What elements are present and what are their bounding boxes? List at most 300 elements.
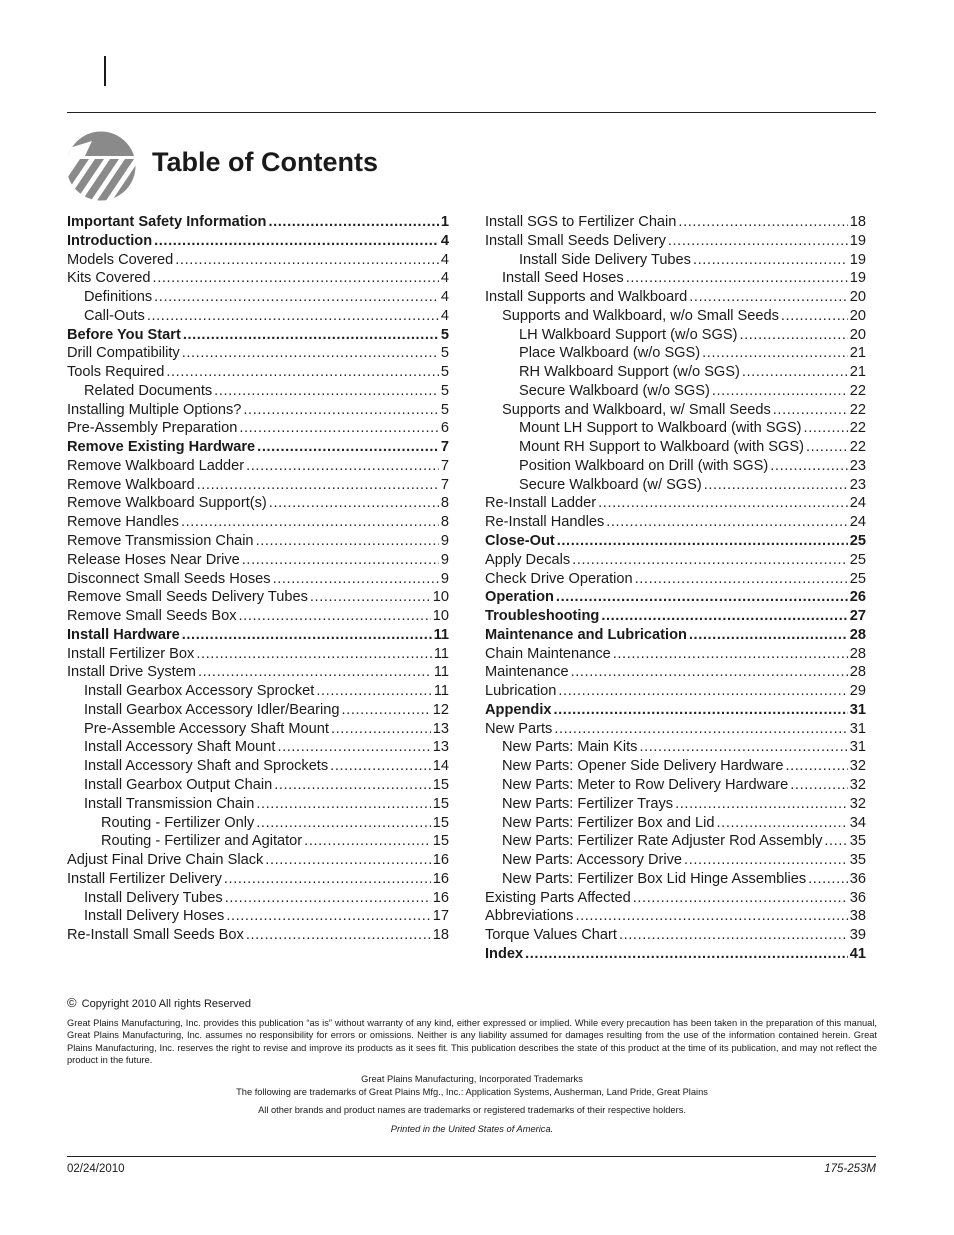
- toc-leader-dots: [781, 307, 848, 326]
- toc-entry[interactable]: [67, 682, 449, 701]
- toc-entry[interactable]: [485, 926, 866, 945]
- toc-entry-page: 13: [432, 739, 449, 756]
- toc-entry-label: Maintenance: [485, 664, 569, 681]
- toc-entry-label: New Parts: Main Kits: [502, 739, 638, 756]
- toc-entry-label: Routing - Fertilizer and Agitator: [101, 833, 303, 850]
- toc-entry[interactable]: [485, 720, 866, 739]
- toc-entry-label: Operation: [485, 589, 554, 606]
- toc-leader-dots: [239, 607, 431, 626]
- toc-entry[interactable]: [485, 682, 866, 701]
- toc-entry[interactable]: [67, 476, 449, 495]
- toc-leader-dots: [256, 795, 430, 814]
- toc-entry[interactable]: [485, 738, 866, 757]
- toc-entry-page: 5: [440, 401, 449, 418]
- toc-entry-page: 18: [849, 214, 866, 230]
- toc-leader-dots: [304, 832, 431, 851]
- toc-entry-label: Pre-Assembly Preparation: [67, 420, 238, 437]
- toc-entry-label: Lubrication: [485, 683, 557, 700]
- toc-entry[interactable]: [485, 551, 866, 570]
- toc-entry[interactable]: [67, 851, 449, 870]
- toc-entry[interactable]: [485, 326, 866, 345]
- toc-entry[interactable]: [67, 457, 449, 476]
- toc-leader-dots: [571, 663, 848, 682]
- toc-leader-dots: [226, 907, 430, 926]
- toc-leader-dots: [274, 776, 431, 795]
- toc-entry[interactable]: [67, 213, 449, 232]
- toc-entry[interactable]: [485, 288, 866, 307]
- toc-entry-label: Remove Handles: [67, 514, 179, 531]
- toc-entry-page: 16: [432, 889, 449, 906]
- toc-entry-page: 29: [849, 683, 866, 700]
- toc-leader-dots: [265, 851, 430, 870]
- toc-leader-dots: [606, 513, 848, 532]
- toc-entry-page: 15: [432, 795, 449, 812]
- toc-entry[interactable]: [67, 738, 449, 757]
- toc-leader-dots: [224, 870, 431, 889]
- toc-entry[interactable]: [485, 532, 866, 551]
- toc-entry-page: 36: [849, 889, 866, 906]
- toc-leader-dots: [601, 607, 847, 626]
- toc-entry[interactable]: [485, 851, 866, 870]
- toc-entry-label: Re-Install Small Seeds Box: [67, 927, 244, 944]
- toc-leader-dots: [225, 889, 431, 908]
- toc-leader-dots: [214, 382, 439, 401]
- toc-entry-page: 9: [440, 551, 449, 568]
- toc-entry-label: Remove Small Seeds Box: [67, 608, 237, 625]
- toc-entry-label: RH Walkboard Support (w/o SGS): [519, 364, 740, 381]
- toc-entry[interactable]: [67, 795, 449, 814]
- toc-entry[interactable]: [485, 476, 866, 495]
- toc-entry-page: 15: [432, 833, 449, 850]
- toc-entry[interactable]: [485, 870, 866, 889]
- toc-entry[interactable]: [67, 401, 449, 420]
- toc-leader-dots: [635, 570, 848, 589]
- toc-entry-page: 9: [440, 533, 449, 550]
- toc-entry-label: Kits Covered: [67, 270, 151, 287]
- toc-entry[interactable]: [67, 663, 449, 682]
- toc-entry-label: Install Gearbox Accessory Idler/Bearing: [84, 701, 340, 718]
- toc-leader-dots: [196, 645, 432, 664]
- toc-leader-dots: [558, 682, 847, 701]
- toc-leader-dots: [554, 720, 847, 739]
- toc-entry[interactable]: [67, 776, 449, 795]
- toc-leader-dots: [242, 551, 439, 570]
- toc-entry-label: Install Fertilizer Delivery: [67, 870, 222, 887]
- toc-entry-page: 39: [849, 927, 866, 944]
- toc-entry-page: 21: [849, 345, 866, 362]
- toc-entry[interactable]: [67, 269, 449, 288]
- great-plains-logo-icon: [66, 131, 136, 201]
- other-trademarks: All other brands and product names are trademarks or registered trademarks of their respective holders.: [258, 1105, 686, 1115]
- toc-entry-page: 7: [440, 457, 449, 474]
- toc-leader-dots: [182, 626, 432, 645]
- toc-entry[interactable]: [67, 251, 449, 270]
- toc-leader-dots: [712, 382, 848, 401]
- toc-leader-dots: [525, 945, 848, 964]
- toc-entry[interactable]: [67, 870, 449, 889]
- toc-entry[interactable]: [485, 419, 866, 438]
- toc-entry-label: Before You Start: [67, 326, 181, 343]
- toc-entry-page: 18: [432, 927, 449, 944]
- toc-leader-dots: [717, 814, 848, 833]
- toc-leader-dots: [154, 288, 439, 307]
- toc-leader-dots: [639, 738, 847, 757]
- toc-entry-label: Routing - Fertilizer Only: [101, 814, 255, 831]
- toc-entry[interactable]: [67, 926, 449, 945]
- toc-leader-dots: [181, 513, 439, 532]
- toc-entry-page: 8: [440, 495, 449, 512]
- toc-entry[interactable]: [67, 532, 449, 551]
- toc-entry-label: Install Delivery Tubes: [84, 889, 223, 906]
- toc-entry[interactable]: [67, 344, 449, 363]
- toc-leader-dots: [739, 326, 847, 345]
- toc-leader-dots: [619, 926, 848, 945]
- toc-entry-page: 23: [849, 476, 866, 493]
- toc-entry[interactable]: [485, 889, 866, 908]
- toc-entry-label: Close-Out: [485, 533, 555, 550]
- toc-entry-label: Remove Existing Hardware: [67, 439, 256, 456]
- toc-leader-dots: [342, 701, 431, 720]
- copyright-symbol: ©: [67, 995, 77, 1010]
- toc-entry-label: Pre-Assemble Accessory Shaft Mount: [84, 720, 329, 737]
- toc-entry-page: 22: [849, 439, 866, 456]
- toc-leader-dots: [702, 344, 848, 363]
- toc-leader-dots: [197, 476, 439, 495]
- toc-entry[interactable]: [67, 588, 449, 607]
- toc-entry[interactable]: [67, 288, 449, 307]
- toc-entry-label: Release Hoses Near Drive: [67, 551, 240, 568]
- toc-leader-dots: [689, 288, 848, 307]
- toc-entry-page: 25: [849, 533, 866, 550]
- toc-entry-label: Apply Decals: [485, 551, 571, 568]
- toc-entry[interactable]: [485, 701, 866, 720]
- toc-leader-dots: [613, 645, 848, 664]
- toc-entry[interactable]: [485, 269, 866, 288]
- toc-leader-dots: [256, 532, 439, 551]
- toc-leader-dots: [598, 494, 848, 513]
- disclaimer-text: Great Plains Manufacturing, Inc. provides this publication “as is” without warranty of any kind, either expressed or implied. While every precaution has been taken in the preparation of this manual, Great Plains Manufacturing, Inc. assumes no responsibility for errors or omissions. Neither is any liability assumed for damages resulting from the use of the information contained herein. Great Plains Manufacturing, Inc. reserves the right to revise and improve its products as it sees fit. This publication describes the state of this product at the time of its publication, and may not reflect the product in the future.: [67, 1018, 877, 1066]
- toc-entry-label: New Parts: Opener Side Delivery Hardware: [502, 758, 784, 775]
- toc-entry-label: Re-Install Ladder: [485, 495, 597, 512]
- toc-entry-label: New Parts: Accessory Drive: [502, 852, 683, 869]
- toc-entry-page: 5: [440, 345, 449, 362]
- toc-entry[interactable]: [485, 438, 866, 457]
- toc-leader-dots: [675, 795, 848, 814]
- toc-entry[interactable]: [67, 570, 449, 589]
- toc-entry[interactable]: [485, 645, 866, 664]
- toc-entry-page: 23: [849, 457, 866, 474]
- toc-leader-dots: [572, 551, 848, 570]
- toc-entry-label: Install Transmission Chain: [84, 795, 255, 812]
- toc-entry-page: 31: [849, 739, 866, 756]
- toc-entry-label: Install Seed Hoses: [502, 270, 624, 287]
- toc-entry[interactable]: [485, 251, 866, 270]
- toc-leader-dots: [668, 232, 848, 251]
- toc-entry[interactable]: [67, 607, 449, 626]
- toc-entry-page: 12: [432, 701, 449, 718]
- toc-entry-label: Important Safety Information: [67, 214, 267, 230]
- toc-leader-dots: [277, 738, 430, 757]
- toc-entry[interactable]: [485, 907, 866, 926]
- toc-leader-dots: [553, 701, 847, 720]
- toc-leader-dots: [316, 682, 431, 701]
- toc-entry[interactable]: [485, 307, 866, 326]
- toc-entry-label: Call-Outs: [84, 307, 145, 324]
- toc-entry-page: 34: [849, 814, 866, 831]
- toc-leader-dots: [556, 588, 848, 607]
- toc-entry-label: Remove Small Seeds Delivery Tubes: [67, 589, 308, 606]
- toc-entry[interactable]: [485, 626, 866, 645]
- toc-entry-page: 15: [432, 814, 449, 831]
- toc-entry-page: 36: [849, 870, 866, 887]
- toc-entry-page: 28: [849, 645, 866, 662]
- toc-leader-dots: [153, 269, 439, 288]
- toc-entry-label: Appendix: [485, 701, 552, 718]
- trademarks-list: The following are trademarks of Great Plains Mfg., Inc.: Application Systems, Ausherman, Land Pride, Great Plains: [236, 1087, 708, 1097]
- toc-entry-label: Index: [485, 945, 524, 962]
- footer-rule: [67, 1156, 876, 1157]
- toc-entry[interactable]: [485, 494, 866, 513]
- toc-leader-dots: [246, 457, 439, 476]
- toc-entry[interactable]: [485, 832, 866, 851]
- toc-entry[interactable]: [67, 232, 449, 251]
- toc-entry-page: 32: [849, 795, 866, 812]
- printed-in: Printed in the United States of America.: [390, 1124, 554, 1134]
- page-title: Table of Contents: [152, 147, 378, 177]
- toc-entry-label: Install Gearbox Accessory Sprocket: [84, 683, 315, 700]
- toc-entry-label: Install SGS to Fertilizer Chain: [485, 214, 677, 230]
- toc-entry-page: 22: [849, 401, 866, 418]
- toc-entry-page: 17: [432, 908, 449, 925]
- toc-entry[interactable]: [485, 607, 866, 626]
- toc-entry[interactable]: [485, 757, 866, 776]
- toc-entry[interactable]: [485, 363, 866, 382]
- toc-leader-dots: [770, 457, 848, 476]
- toc-entry-page: 19: [849, 270, 866, 287]
- toc-entry[interactable]: [67, 907, 449, 926]
- toc-leader-dots: [806, 438, 848, 457]
- toc-leader-dots: [684, 851, 848, 870]
- toc-entry-label: Install Accessory Shaft and Sprockets: [84, 758, 329, 775]
- toc-entry-page: 13: [432, 720, 449, 737]
- toc-entry-label: Tools Required: [67, 364, 165, 381]
- toc-leader-dots: [330, 757, 431, 776]
- toc-entry-page: 11: [433, 683, 449, 700]
- footer-date: 02/24/2010: [67, 1163, 125, 1175]
- toc-entry-page: 7: [440, 476, 449, 493]
- toc-leader-dots: [182, 344, 439, 363]
- toc-leader-dots: [804, 419, 848, 438]
- toc-entry-page: 5: [440, 364, 449, 381]
- toc-entry[interactable]: [485, 344, 866, 363]
- toc-entry-label: Maintenance and Lubrication: [485, 626, 687, 643]
- toc-entry[interactable]: [485, 588, 866, 607]
- toc-entry-label: Secure Walkboard (w/ SGS): [519, 476, 702, 493]
- toc-entry-page: 32: [849, 776, 866, 793]
- toc-entry-label: Definitions: [84, 289, 153, 306]
- toc-entry[interactable]: [67, 494, 449, 513]
- toc-entry-label: LH Walkboard Support (w/o SGS): [519, 326, 738, 343]
- toc-leader-dots: [689, 626, 848, 645]
- toc-entry-label: Install Hardware: [67, 626, 180, 643]
- toc-entry[interactable]: [67, 513, 449, 532]
- toc-entry[interactable]: [67, 307, 449, 326]
- toc-entry-label: Install Fertilizer Box: [67, 645, 195, 662]
- toc-entry-page: 7: [440, 439, 449, 456]
- toc-leader-dots: [257, 438, 439, 457]
- copyright-text: Copyright 2010 All rights Reserved: [81, 998, 252, 1010]
- header-margin-bar: [104, 56, 106, 86]
- toc-leader-dots: [147, 307, 439, 326]
- toc-entry-page: 15: [432, 776, 449, 793]
- toc-entry-label: Disconnect Small Seeds Hoses: [67, 570, 271, 587]
- toc-entry[interactable]: [67, 419, 449, 438]
- toc-entry-label: Install Side Delivery Tubes: [519, 251, 691, 268]
- toc-entry-page: 11: [433, 626, 449, 643]
- toc-leader-dots: [239, 419, 439, 438]
- toc-entry-page: 28: [849, 664, 866, 681]
- toc-entry-page: 32: [849, 758, 866, 775]
- toc-entry-page: 26: [849, 589, 866, 606]
- toc-entry[interactable]: [67, 889, 449, 908]
- toc-entry[interactable]: [67, 382, 449, 401]
- toc-entry-label: Remove Walkboard Ladder: [67, 457, 245, 474]
- toc-entry-label: Adjust Final Drive Chain Slack: [67, 852, 264, 869]
- toc-entry-label: New Parts: [485, 720, 553, 737]
- toc-leader-dots: [785, 757, 847, 776]
- toc-leader-dots: [175, 251, 439, 270]
- toc-entry-page: 9: [440, 570, 449, 587]
- toc-leader-dots: [633, 889, 848, 908]
- toc-entry-label: Troubleshooting: [485, 608, 600, 625]
- toc-entry-label: New Parts: Fertilizer Rate Adjuster Rod Assembly: [502, 833, 823, 850]
- toc-entry-label: Chain Maintenance: [485, 645, 611, 662]
- toc-entry-label: Remove Transmission Chain: [67, 533, 254, 550]
- toc-entry-page: 14: [432, 758, 449, 775]
- toc-entry-label: Torque Values Chart: [485, 927, 617, 944]
- toc-entry-label: Re-Install Handles: [485, 514, 605, 531]
- toc-leader-dots: [824, 832, 847, 851]
- toc-leader-dots: [183, 326, 439, 345]
- toc-leader-dots: [808, 870, 848, 889]
- toc-entry-page: 4: [440, 232, 449, 249]
- toc-entry[interactable]: [485, 232, 866, 251]
- toc-entry-label: Install Drive System: [67, 664, 196, 681]
- toc-entry-label: Remove Walkboard Support(s): [67, 495, 267, 512]
- toc-entry[interactable]: [67, 720, 449, 739]
- toc-entry-label: Drill Compatibility: [67, 345, 180, 362]
- toc-leader-dots: [626, 269, 848, 288]
- toc-entry[interactable]: [485, 457, 866, 476]
- toc-entry-page: 25: [849, 551, 866, 568]
- toc-leader-dots: [331, 720, 431, 739]
- toc-entry-label: New Parts: Fertilizer Box and Lid: [502, 814, 715, 831]
- toc-entry-page: 5: [440, 382, 449, 399]
- toc-leader-dots: [693, 251, 848, 270]
- toc-entry[interactable]: [485, 513, 866, 532]
- toc-entry-label: Secure Walkboard (w/o SGS): [519, 382, 710, 399]
- toc-leader-dots: [310, 588, 431, 607]
- toc-entry-page: 4: [440, 307, 449, 324]
- toc-leader-dots: [790, 776, 847, 795]
- toc-leader-dots: [154, 232, 439, 251]
- toc-entry[interactable]: [67, 701, 449, 720]
- toc-entry-page: 25: [849, 570, 866, 587]
- toc-entry-page: 27: [849, 608, 866, 625]
- toc-entry[interactable]: [485, 795, 866, 814]
- toc-entry-label: Place Walkboard (w/o SGS): [519, 345, 701, 362]
- toc-entry-label: Related Documents: [84, 382, 213, 399]
- toc-entry-page: 19: [849, 251, 866, 268]
- toc-entry[interactable]: [485, 570, 866, 589]
- toc-leader-dots: [268, 213, 438, 232]
- toc-entry-label: Mount LH Support to Walkboard (with SGS): [519, 420, 802, 437]
- toc-entry[interactable]: [67, 438, 449, 457]
- toc-leader-dots: [742, 363, 848, 382]
- toc-entry[interactable]: [485, 213, 866, 232]
- toc-entry[interactable]: [485, 814, 866, 833]
- toc-entry-label: Install Accessory Shaft Mount: [84, 739, 276, 756]
- toc-entry-label: Supports and Walkboard, w/ Small Seeds: [502, 401, 771, 418]
- toc-entry-page: 11: [433, 664, 449, 681]
- toc-entry-page: 20: [849, 326, 866, 343]
- toc-entry-page: 11: [433, 645, 449, 662]
- toc-entry-label: New Parts: Meter to Row Delivery Hardware: [502, 776, 789, 793]
- toc-right-column: [485, 213, 866, 964]
- toc-entry[interactable]: [485, 945, 866, 964]
- toc-entry[interactable]: [67, 363, 449, 382]
- trademarks-heading: Great Plains Manufacturing, Incorporated Trademarks: [361, 1074, 583, 1084]
- toc-leader-dots: [273, 570, 439, 589]
- toc-entry-page: 16: [432, 852, 449, 869]
- toc-entry-label: Check Drive Operation: [485, 570, 633, 587]
- toc-leader-dots: [557, 532, 848, 551]
- toc-entry-page: 31: [849, 701, 866, 718]
- toc-entry[interactable]: [67, 326, 449, 345]
- toc-entry-label: Install Supports and Walkboard: [485, 289, 688, 306]
- toc-leader-dots: [243, 401, 438, 420]
- toc-entry-label: Introduction: [67, 232, 153, 249]
- toc-entry[interactable]: [67, 626, 449, 645]
- toc-entry[interactable]: [485, 663, 866, 682]
- toc-entry-page: 31: [849, 720, 866, 737]
- toc-entry-label: Install Gearbox Output Chain: [84, 776, 273, 793]
- toc-entry[interactable]: [485, 382, 866, 401]
- toc-entry-page: 1: [440, 214, 449, 230]
- toc-entry-page: 38: [849, 908, 866, 925]
- toc-entry[interactable]: [67, 832, 449, 851]
- toc-entry[interactable]: [67, 757, 449, 776]
- toc-entry-page: 20: [849, 307, 866, 324]
- toc-entry[interactable]: [67, 814, 449, 833]
- toc-entry-page: 4: [440, 270, 449, 287]
- header-rule: [67, 112, 876, 113]
- toc-entry[interactable]: [67, 645, 449, 664]
- toc-entry-label: Install Small Seeds Delivery: [485, 232, 666, 249]
- toc-entry-page: 8: [440, 514, 449, 531]
- toc-entry-label: Position Walkboard on Drill (with SGS): [519, 457, 769, 474]
- toc-entry[interactable]: [485, 401, 866, 420]
- toc-entry-page: 4: [440, 251, 449, 268]
- toc-entry[interactable]: [67, 551, 449, 570]
- toc-leader-dots: [246, 926, 431, 945]
- toc-entry-page: 10: [432, 608, 449, 625]
- toc-leader-dots: [704, 476, 848, 495]
- toc-entry-page: 28: [849, 626, 866, 643]
- toc-entry-page: 19: [849, 232, 866, 249]
- toc-entry[interactable]: [485, 776, 866, 795]
- toc-entry-page: 24: [849, 514, 866, 531]
